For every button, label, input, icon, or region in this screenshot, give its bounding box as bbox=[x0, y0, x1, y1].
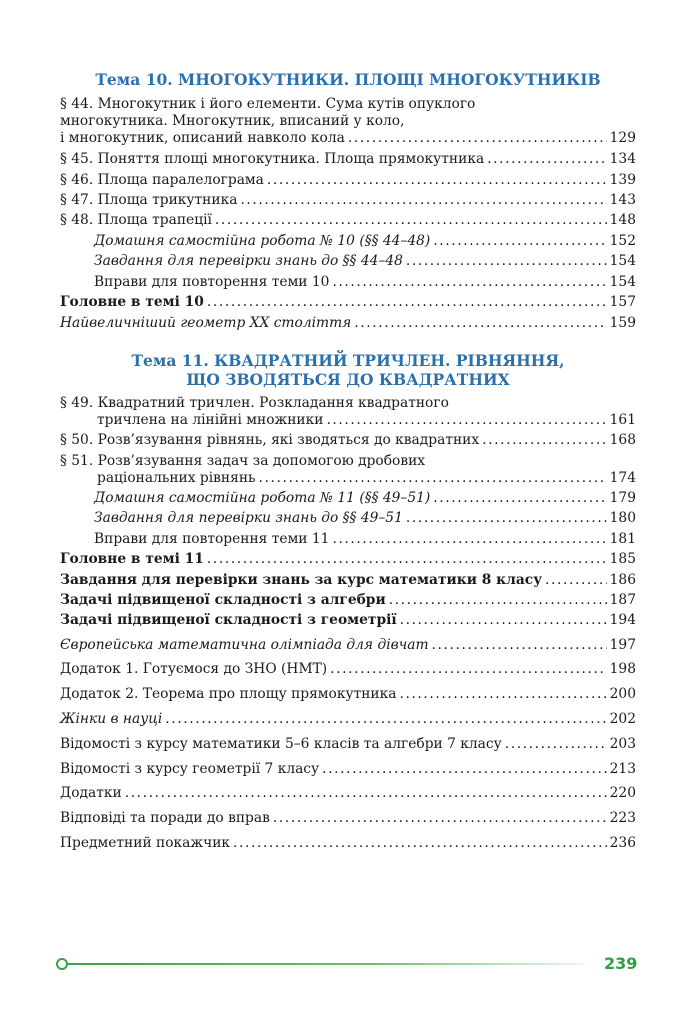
toc-entry-check-10[interactable] bbox=[60, 253, 636, 270]
toc-entry-text: Завдання для перевірки знань до §§ 49–51 bbox=[94, 510, 403, 526]
toc-entry-text: Додатки bbox=[60, 785, 122, 801]
page-number: 148 bbox=[609, 212, 636, 228]
toc-entry-49[interactable] bbox=[60, 395, 636, 429]
leader-dots bbox=[332, 274, 606, 291]
toc-entry-text: многокутника. Многокутник, вписаний у коло, bbox=[60, 113, 405, 129]
theme-11-title bbox=[60, 351, 636, 389]
leader-dots bbox=[406, 253, 607, 270]
page-number: 223 bbox=[609, 810, 636, 826]
page-number: 174 bbox=[609, 470, 636, 486]
page-number: 179 bbox=[609, 490, 636, 506]
toc-entry-text: Завдання для перевірки знань до §§ 44–48 bbox=[94, 253, 403, 269]
leader-dots bbox=[505, 736, 607, 753]
page-number: 180 bbox=[609, 510, 636, 526]
toc-entry-51[interactable] bbox=[60, 453, 636, 487]
footer-page-number: 239 bbox=[604, 954, 638, 973]
page-number: 129 bbox=[609, 130, 636, 146]
page-number: 139 bbox=[609, 172, 636, 188]
toc-entry-answers[interactable] bbox=[60, 810, 636, 827]
toc-entry-text: і многокутник, описаний навколо кола bbox=[60, 130, 345, 146]
toc-entry-text: Європейська математична олімпіада для дівчат bbox=[60, 637, 429, 653]
page-number: 159 bbox=[609, 315, 636, 331]
leader-dots bbox=[433, 490, 606, 507]
toc-entry-advanced-algebra[interactable] bbox=[60, 592, 636, 609]
leader-dots bbox=[330, 661, 607, 678]
page-number: 220 bbox=[609, 785, 636, 801]
toc-entry-appendix-1[interactable] bbox=[60, 661, 636, 678]
toc-entry-text: § 47. Площа трикутника bbox=[60, 192, 238, 208]
toc-entry-text: § 44. Многокутник і його елементи. Сума кутів опуклого bbox=[60, 96, 476, 112]
toc-entry-text: Найвеличніший геометр XX століття bbox=[60, 315, 352, 331]
toc-entry-text: Домашня самостійна робота № 11 (§§ 49–51) bbox=[94, 490, 431, 506]
footer-rule bbox=[64, 963, 584, 965]
toc-entry-50[interactable] bbox=[60, 432, 636, 449]
toc-entry-homework-10[interactable] bbox=[60, 233, 636, 250]
page-number: 236 bbox=[609, 835, 636, 851]
page-number: 168 bbox=[609, 432, 636, 448]
toc-entry-review-11[interactable] bbox=[60, 531, 636, 548]
page-number: 134 bbox=[609, 151, 636, 167]
toc-entry-geometry-7[interactable] bbox=[60, 761, 636, 778]
leader-dots bbox=[545, 572, 607, 589]
theme-10-title: Тема 10. МНОГОКУТНИКИ. ПЛОЩІ МНОГОКУТНИКІВ bbox=[95, 70, 601, 89]
toc-entry-text: Головне в темі 11 bbox=[60, 551, 204, 567]
toc-entry-46[interactable] bbox=[60, 172, 636, 189]
toc-entry-47[interactable] bbox=[60, 192, 636, 209]
leader-dots bbox=[215, 212, 607, 229]
leader-dots bbox=[267, 172, 607, 189]
page-number: 185 bbox=[609, 551, 636, 567]
leader-dots bbox=[354, 315, 606, 332]
leader-dots bbox=[273, 810, 607, 827]
leader-dots bbox=[482, 432, 607, 449]
page-number: 157 bbox=[609, 294, 636, 310]
toc-entry-check-11[interactable] bbox=[60, 510, 636, 527]
toc-entry-text: Додаток 2. Теорема про площу прямокутника bbox=[60, 686, 397, 702]
toc-entry-main-10[interactable] bbox=[60, 294, 636, 311]
page-number: 198 bbox=[609, 661, 636, 677]
footer-circle-icon bbox=[56, 958, 68, 970]
toc-entry-women-in-science[interactable] bbox=[60, 711, 636, 728]
leader-dots bbox=[399, 686, 606, 703]
toc-entry-45[interactable] bbox=[60, 151, 636, 168]
leader-dots bbox=[400, 612, 607, 629]
leader-dots bbox=[259, 470, 607, 487]
toc-entry-text: Додаток 1. Готуємося до ЗНО (НМТ) bbox=[60, 661, 328, 677]
leader-dots bbox=[125, 785, 607, 802]
toc-entry-text: Відповіді та поради до вправ bbox=[60, 810, 270, 826]
leader-dots bbox=[326, 412, 606, 429]
page-number: 154 bbox=[609, 274, 636, 290]
leader-dots bbox=[233, 835, 607, 852]
leader-dots bbox=[487, 151, 606, 168]
leader-dots bbox=[406, 510, 607, 527]
toc-entry-text: Вправи для повторення теми 10 bbox=[94, 274, 330, 290]
toc-entry-text: тричлена на лінійні множники bbox=[97, 412, 324, 428]
toc-entry-text: § 48. Площа трапеції bbox=[60, 212, 212, 228]
page-number: 161 bbox=[609, 412, 636, 428]
toc-entry-text: Задачі підвищеної складності з геометрії bbox=[60, 612, 397, 628]
toc-entry-appendices[interactable] bbox=[60, 785, 636, 802]
toc-entry-review-10[interactable] bbox=[60, 274, 636, 291]
page-number: 154 bbox=[609, 253, 636, 269]
page-number: 200 bbox=[609, 686, 636, 702]
page-number: 187 bbox=[609, 592, 636, 608]
toc-entry-48[interactable] bbox=[60, 212, 636, 229]
page-number: 143 bbox=[609, 192, 636, 208]
toc-entry-text: § 50. Розв’язування рівнянь, які зводяться до квадратних bbox=[60, 432, 480, 448]
page-number: 202 bbox=[609, 711, 636, 727]
page-number: 194 bbox=[609, 612, 636, 628]
leader-dots bbox=[433, 233, 606, 250]
leader-dots bbox=[389, 592, 607, 609]
toc-entry-text: § 46. Площа паралелограма bbox=[60, 172, 264, 188]
toc-entry-text: Предметний покажчик bbox=[60, 835, 231, 851]
page-number: 213 bbox=[609, 761, 636, 777]
leader-dots bbox=[332, 531, 606, 548]
leader-dots bbox=[207, 551, 607, 568]
theme-11-title-line2: ЩО ЗВОДЯТЬСЯ ДО КВАДРАТНИХ bbox=[186, 370, 510, 389]
toc-entry-text: раціональних рівнянь bbox=[97, 470, 256, 486]
leader-dots bbox=[348, 130, 607, 147]
toc-entry-44[interactable] bbox=[60, 96, 636, 147]
toc-entry-appendix-2[interactable] bbox=[60, 686, 636, 703]
page-number: 203 bbox=[609, 736, 636, 752]
toc-entry-text: Жінки в науці bbox=[60, 711, 163, 727]
leader-dots bbox=[207, 294, 607, 311]
toc-entry-text: Домашня самостійна робота № 10 (§§ 44–48) bbox=[94, 233, 431, 249]
leader-dots bbox=[240, 192, 606, 209]
page-number: 186 bbox=[609, 572, 636, 588]
page-number: 181 bbox=[609, 531, 636, 547]
toc-entry-text: § 49. Квадратний тричлен. Розкладання квадратного bbox=[60, 395, 449, 411]
toc-entry-math-5-6-algebra-7[interactable] bbox=[60, 736, 636, 753]
toc-entry-final-check[interactable] bbox=[60, 572, 636, 589]
page-number: 197 bbox=[609, 637, 636, 653]
toc-entry-text: Головне в темі 10 bbox=[60, 294, 204, 310]
toc-entry-text: § 45. Поняття площі многокутника. Площа прямокутника bbox=[60, 151, 485, 167]
toc-entry-advanced-geometry[interactable] bbox=[60, 612, 636, 629]
toc-entry-greatest-geometer[interactable] bbox=[60, 315, 636, 332]
theme-11-title-line1: Тема 11. КВАДРАТНИЙ ТРИЧЛЕН. РІВНЯННЯ, bbox=[131, 351, 565, 370]
toc-entry-text: Завдання для перевірки знань за курс математики 8 класу bbox=[60, 572, 543, 588]
toc-entry-text: Задачі підвищеної складності з алгебри bbox=[60, 592, 386, 608]
toc-entry-egmo[interactable] bbox=[60, 637, 636, 654]
toc-entry-text: Відомості з курсу геометрії 7 класу bbox=[60, 761, 320, 777]
leader-dots bbox=[432, 637, 607, 654]
toc-entry-homework-11[interactable] bbox=[60, 490, 636, 507]
toc-entry-text: Відомості з курсу математики 5–6 класів та алгебри 7 класу bbox=[60, 736, 502, 752]
leader-dots bbox=[322, 761, 606, 778]
page-number: 152 bbox=[609, 233, 636, 249]
toc-entry-text: Вправи для повторення теми 11 bbox=[94, 531, 330, 547]
toc-entry-text: § 51. Розв’язування задач за допомогою дробових bbox=[60, 453, 426, 469]
toc-entry-subject-index[interactable] bbox=[60, 835, 636, 852]
toc-entry-main-11[interactable] bbox=[60, 551, 636, 568]
leader-dots bbox=[165, 711, 606, 728]
